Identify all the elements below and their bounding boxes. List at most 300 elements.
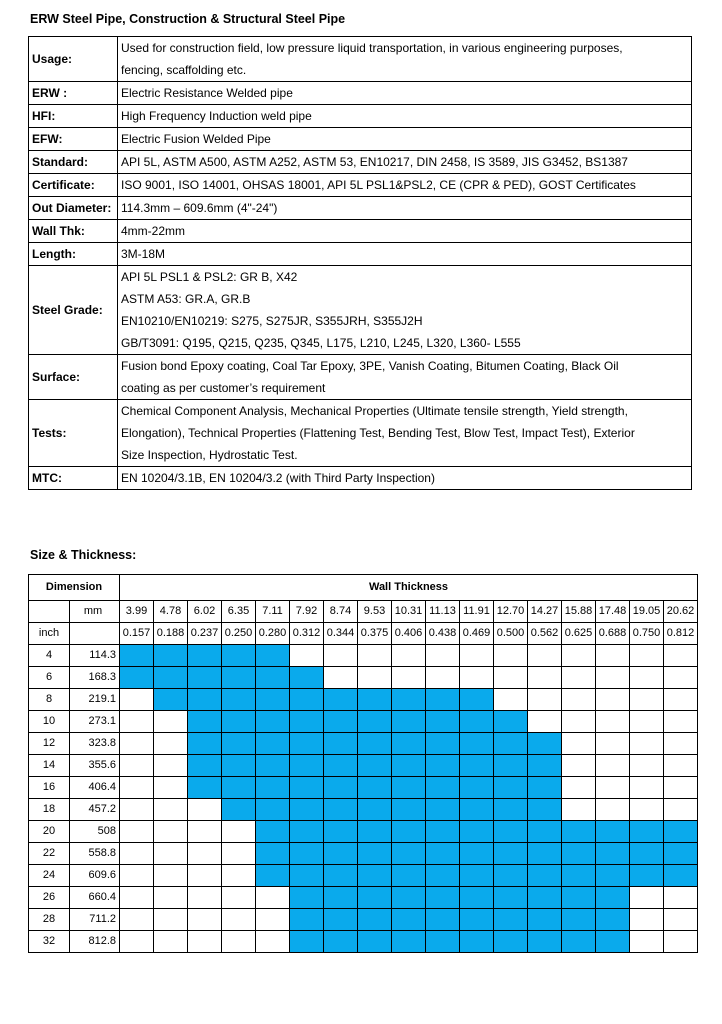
available-cell [222,689,256,711]
available-cell [562,909,596,931]
available-cell [630,821,664,843]
spec-value [118,220,692,243]
spec-value-line: ISO 9001, ISO 14001, OHSAS 18001, API 5L PSL1&PSL2, CE (CPR & PED), GOST Certificates [121,178,636,192]
available-cell [494,799,528,821]
available-cell [460,909,494,931]
available-cell [494,909,528,931]
available-cell [528,887,562,909]
available-cell [256,799,290,821]
available-cell [392,755,426,777]
available-cell [154,645,188,667]
available-cell [426,799,460,821]
wall-inch-value: 0.237 [188,623,222,645]
empty-cell [188,821,222,843]
available-cell [426,865,460,887]
wall-mm-value: 14.27 [528,601,562,623]
available-cell [290,733,324,755]
available-cell [392,909,426,931]
spec-row [29,197,692,220]
empty-cell [664,711,698,733]
wall-inch-value: 0.188 [154,623,188,645]
empty-cell [358,667,392,689]
empty-cell [664,755,698,777]
available-cell [562,931,596,953]
available-cell [426,887,460,909]
spec-value-line: fencing, scaffolding etc. [121,63,247,77]
available-cell [630,843,664,865]
empty-cell [392,645,426,667]
available-cell [290,667,324,689]
spec-value-line: Used for construction field, low pressure liquid transportation, in various engineering purposes, [121,41,623,55]
wall-mm-value: 9.53 [358,601,392,623]
available-cell [324,777,358,799]
outer-diameter-inch: 24 [29,865,70,887]
spec-row [29,128,692,151]
empty-cell [596,799,630,821]
available-cell [426,931,460,953]
spec-label: Steel Grade: [29,266,118,355]
outer-diameter-mm: 273.1 [70,711,120,733]
empty-cell [562,799,596,821]
spec-value-line: Electric Fusion Welded Pipe [121,132,271,146]
spec-row [29,266,692,355]
available-cell [290,909,324,931]
spec-value-line: GB/T3091: Q195, Q215, Q235, Q345, L175, L210, L245, L320, L360- L555 [121,336,521,350]
spec-label: HFI: [29,105,118,128]
available-cell [528,777,562,799]
size-row [29,667,698,689]
available-cell [256,821,290,843]
size-row [29,733,698,755]
wall-thickness-header: Wall Thickness [120,575,698,601]
wall-inch-value: 0.406 [392,623,426,645]
empty-cell [460,667,494,689]
outer-diameter-inch: 6 [29,667,70,689]
available-cell [290,887,324,909]
available-cell [324,865,358,887]
empty-cell [630,931,664,953]
empty-cell [630,689,664,711]
available-cell [494,755,528,777]
spec-label: Out Diameter: [29,197,118,220]
empty-cell [494,689,528,711]
empty-cell [358,645,392,667]
available-cell [596,865,630,887]
available-cell [494,733,528,755]
available-cell [392,733,426,755]
wall-inch-value: 0.375 [358,623,392,645]
empty-cell [120,821,154,843]
empty-cell [256,931,290,953]
available-cell [324,799,358,821]
wall-inch-value: 0.438 [426,623,460,645]
wall-inch-value: 0.280 [256,623,290,645]
available-cell [460,865,494,887]
size-row [29,689,698,711]
available-cell [392,865,426,887]
outer-diameter-mm: 323.8 [70,733,120,755]
available-cell [426,711,460,733]
available-cell [188,667,222,689]
available-cell [596,887,630,909]
available-cell [256,755,290,777]
available-cell [324,843,358,865]
available-cell [256,843,290,865]
available-cell [188,645,222,667]
available-cell [358,843,392,865]
available-cell [290,799,324,821]
wall-mm-value: 8.74 [324,601,358,623]
spec-value-line: Electric Resistance Welded pipe [121,86,293,100]
outer-diameter-inch: 16 [29,777,70,799]
wall-mm-value: 7.92 [290,601,324,623]
empty-cell [154,865,188,887]
empty-cell [664,887,698,909]
available-cell [222,645,256,667]
spec-label: MTC: [29,467,118,490]
empty-cell [120,909,154,931]
spec-row [29,174,692,197]
outer-diameter-mm: 609.6 [70,865,120,887]
available-cell [290,865,324,887]
available-cell [460,931,494,953]
empty-cell [596,711,630,733]
outer-diameter-mm: 219.1 [70,689,120,711]
available-cell [256,865,290,887]
available-cell [460,887,494,909]
size-row [29,887,698,909]
available-cell [222,733,256,755]
outer-diameter-mm: 508 [70,821,120,843]
empty-cell [664,777,698,799]
outer-diameter-inch: 20 [29,821,70,843]
size-row [29,645,698,667]
empty-cell [222,931,256,953]
empty-cell [188,843,222,865]
spec-label: EFW: [29,128,118,151]
empty-cell [562,689,596,711]
empty-cell [528,645,562,667]
empty-cell [630,645,664,667]
available-cell [188,733,222,755]
size-row [29,865,698,887]
empty-cell [154,887,188,909]
available-cell [392,777,426,799]
wall-inch-value: 0.688 [596,623,630,645]
available-cell [460,821,494,843]
wall-inch-value: 0.469 [460,623,494,645]
page-title: ERW Steel Pipe, Construction & Structural Steel Pipe [30,12,346,26]
available-cell [664,821,698,843]
available-cell [460,799,494,821]
wall-inch-value: 0.250 [222,623,256,645]
empty-cell [562,711,596,733]
size-header-row [29,575,698,601]
empty-cell [120,755,154,777]
empty-cell [426,667,460,689]
available-cell [426,733,460,755]
empty-cell [154,909,188,931]
wall-mm-value: 3.99 [120,601,154,623]
empty-cell [664,799,698,821]
empty-cell [222,843,256,865]
spec-value [118,174,692,197]
size-row [29,821,698,843]
available-cell [596,843,630,865]
wall-inch-value: 0.562 [528,623,562,645]
empty-cell [120,689,154,711]
spec-value [118,82,692,105]
spec-row [29,82,692,105]
spec-value [118,243,692,266]
wall-mm-value: 10.31 [392,601,426,623]
spec-row [29,220,692,243]
empty-cell [120,887,154,909]
outer-diameter-mm: 711.2 [70,909,120,931]
outer-diameter-inch: 12 [29,733,70,755]
available-cell [426,755,460,777]
empty-cell [664,667,698,689]
empty-cell [290,645,324,667]
available-cell [256,645,290,667]
empty-cell [256,887,290,909]
available-cell [562,865,596,887]
available-cell [460,755,494,777]
spec-label: Certificate: [29,174,118,197]
available-cell [324,755,358,777]
spec-value-line: ASTM A53: GR.A, GR.B [121,292,251,306]
available-cell [426,777,460,799]
available-cell [290,755,324,777]
empty-cell [120,711,154,733]
outer-diameter-mm: 558.8 [70,843,120,865]
available-cell [528,909,562,931]
outer-diameter-inch: 4 [29,645,70,667]
empty-cell [188,909,222,931]
available-cell [222,777,256,799]
empty-cell [562,733,596,755]
available-cell [154,667,188,689]
available-cell [562,887,596,909]
wall-inch-value: 0.500 [494,623,528,645]
wall-mm-row [29,601,698,623]
spec-label: Tests: [29,400,118,467]
outer-diameter-mm: 812.8 [70,931,120,953]
empty-cell [630,887,664,909]
empty-cell [664,689,698,711]
available-cell [290,821,324,843]
outer-diameter-mm: 457.2 [70,799,120,821]
spec-value-line: High Frequency Induction weld pipe [121,109,312,123]
available-cell [290,843,324,865]
spec-value-line: Chemical Component Analysis, Mechanical Properties (Ultimate tensile strength, Yield strength, [121,404,628,418]
spec-label: ERW : [29,82,118,105]
spec-row [29,105,692,128]
available-cell [494,821,528,843]
available-cell [494,711,528,733]
empty-cell [154,843,188,865]
spec-value [118,105,692,128]
wall-mm-value: 12.70 [494,601,528,623]
available-cell [596,931,630,953]
wall-inch-row [29,623,698,645]
spec-value-line: Size Inspection, Hydrostatic Test. [121,448,298,462]
outer-diameter-mm: 355.6 [70,755,120,777]
available-cell [528,733,562,755]
spec-value-line: EN 10204/3.1B, EN 10204/3.2 (with Third Party Inspection) [121,471,435,485]
available-cell [154,689,188,711]
available-cell [222,667,256,689]
available-cell [528,755,562,777]
wall-mm-value: 7.11 [256,601,290,623]
spec-label: Usage: [29,37,118,82]
wall-mm-value: 4.78 [154,601,188,623]
empty-cell [120,865,154,887]
wall-mm-value: 15.88 [562,601,596,623]
empty-cell [562,667,596,689]
available-cell [120,667,154,689]
empty-cell [596,733,630,755]
size-table-body [29,575,698,953]
size-row [29,909,698,931]
empty-cell [562,645,596,667]
spec-value [118,355,692,400]
available-cell [494,843,528,865]
available-cell [358,887,392,909]
available-cell [494,931,528,953]
empty-cell [154,931,188,953]
outer-diameter-mm: 168.3 [70,667,120,689]
empty-cell [630,733,664,755]
wall-mm-value: 20.62 [664,601,698,623]
spec-value [118,37,692,82]
available-cell [222,799,256,821]
empty-cell [154,733,188,755]
empty-cell [664,645,698,667]
available-cell [460,777,494,799]
empty-cell [120,777,154,799]
spec-value [118,151,692,174]
empty-cell [562,777,596,799]
spec-row [29,37,692,82]
available-cell [358,865,392,887]
spec-value-line: API 5L PSL1 & PSL2: GR B, X42 [121,270,298,284]
outer-diameter-inch: 28 [29,909,70,931]
spec-row [29,151,692,174]
available-cell [324,821,358,843]
spec-label: Length: [29,243,118,266]
available-cell [290,689,324,711]
empty-cell [630,799,664,821]
available-cell [392,711,426,733]
wall-mm-value: 6.35 [222,601,256,623]
spec-value-line: coating as per customer’s requirement [121,381,326,395]
outer-diameter-inch: 32 [29,931,70,953]
available-cell [358,931,392,953]
available-cell [358,755,392,777]
available-cell [358,799,392,821]
available-cell [290,777,324,799]
empty-cell [664,733,698,755]
wall-inch-value: 0.157 [120,623,154,645]
available-cell [664,843,698,865]
empty-cell [188,865,222,887]
available-cell [664,865,698,887]
spec-row [29,467,692,490]
available-cell [358,733,392,755]
spec-value [118,400,692,467]
empty-cell [154,711,188,733]
empty-cell [528,667,562,689]
spec-value [118,128,692,151]
blank-cell [29,601,70,623]
available-cell [358,689,392,711]
wall-mm-value: 11.13 [426,601,460,623]
empty-cell [664,909,698,931]
empty-cell [664,931,698,953]
empty-cell [324,667,358,689]
available-cell [392,843,426,865]
empty-cell [188,887,222,909]
available-cell [222,755,256,777]
empty-cell [154,755,188,777]
available-cell [324,733,358,755]
available-cell [528,821,562,843]
empty-cell [562,755,596,777]
available-cell [392,887,426,909]
spec-label: Wall Thk: [29,220,118,243]
empty-cell [256,909,290,931]
available-cell [494,777,528,799]
empty-cell [630,777,664,799]
spec-value-line: Elongation), Technical Properties (Flattening Test, Bending Test, Blow Test, Impact Test), Exterior [121,426,635,440]
spec-value-line: Fusion bond Epoxy coating, Coal Tar Epoxy, 3PE, Vanish Coating, Bitumen Coating, Black Oil [121,359,619,373]
wall-inch-value: 0.312 [290,623,324,645]
wall-inch-value: 0.812 [664,623,698,645]
available-cell [358,821,392,843]
empty-cell [222,887,256,909]
size-thickness-table [28,574,698,953]
spec-value-line: 3M-18M [121,247,166,261]
available-cell [392,931,426,953]
available-cell [324,711,358,733]
size-row [29,711,698,733]
wall-inch-value: 0.625 [562,623,596,645]
available-cell [630,865,664,887]
empty-cell [120,931,154,953]
size-row [29,843,698,865]
available-cell [426,689,460,711]
available-cell [188,755,222,777]
available-cell [426,909,460,931]
available-cell [596,909,630,931]
outer-diameter-mm: 660.4 [70,887,120,909]
available-cell [256,733,290,755]
spec-value-line: 114.3mm – 609.6mm (4"-24") [121,201,278,215]
available-cell [426,821,460,843]
available-cell [494,865,528,887]
available-cell [358,909,392,931]
available-cell [494,887,528,909]
available-cell [324,887,358,909]
available-cell [256,711,290,733]
available-cell [188,711,222,733]
available-cell [528,865,562,887]
available-cell [290,711,324,733]
available-cell [528,843,562,865]
empty-cell [188,799,222,821]
wall-mm-value: 6.02 [188,601,222,623]
